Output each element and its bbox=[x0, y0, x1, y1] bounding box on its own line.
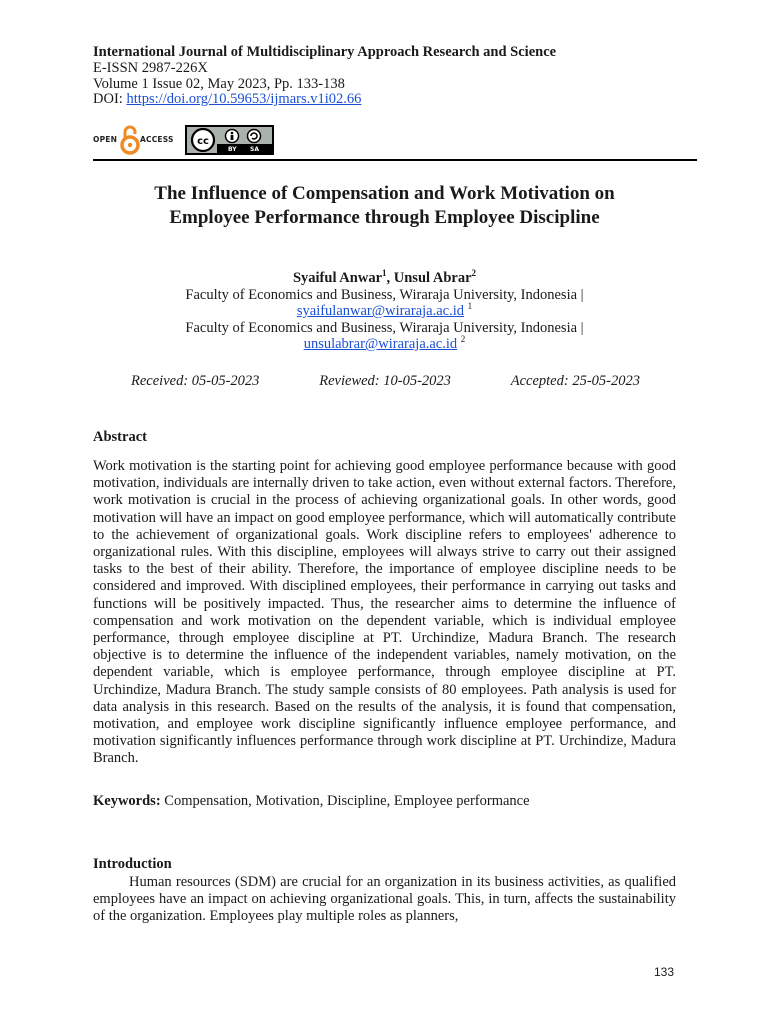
author-names bbox=[93, 270, 676, 287]
cc-sa-label: SA bbox=[250, 146, 259, 153]
abstract-heading: Abstract bbox=[93, 429, 147, 445]
keywords-text: Compensation, Motivation, Discipline, Employee performance bbox=[160, 793, 530, 809]
affiliation-1: Faculty of Economics and Business, Wiraraja University, Indonesia | bbox=[185, 286, 584, 303]
received-date: Received: 05-05-2023 bbox=[131, 373, 260, 389]
author-separator: , bbox=[386, 270, 394, 286]
introduction-heading: Introduction bbox=[93, 856, 172, 872]
abstract-text: Work motivation is the starting point for achieving good employee performance because with good motivation, individuals are internally driven to take action, even without external factors. Therefore, work motivation is crucial in the process of achieving organizational goals. In other words, good motivation will have an impact on good employee performance, which will automatically contribute to the achievement of organizational goals. Work discipline refers to employees' adherence to organizational rules. With this discipline, employees will always strive to carry out their assigned tasks to the best of their ability. Therefore, the importance of employee discipline needs to be considered and improved. With disciplined employees, their performance in carrying out tasks and functions will be positively impacted. Thus, the researcher aims to determine the influence of compensation and work motivation on the dependent variable, which is individual employee performance, through employee discipline at PT. Urchindize, Madura Branch. The research objective is to determine the influence of the independent variables, namely motivation, on the dependent variable, which is employee performance, through employee discipline at PT. Urchindize, Madura Branch. The study sample consists of 80 employees. Path analysis is used for data analysis in this research. Based on the results of the analysis, it is found that compensation, motivation, and employee work discipline significantly influence employee performance, and motivation significantly influences performance through work discipline at PT. Urchindize, Madura Branch. bbox=[93, 458, 676, 767]
doi-link[interactable]: https://doi.org/10.59653/ijmars.v1i02.66 bbox=[126, 91, 362, 107]
svg-text:cc: cc bbox=[197, 136, 209, 147]
doi-line bbox=[93, 92, 693, 108]
email-1-sup: 1 bbox=[467, 301, 473, 312]
journal-name: International Journal of Multidisciplinary Approach Research and Science bbox=[93, 44, 557, 60]
accepted-date: Accepted: 25-05-2023 bbox=[510, 373, 640, 389]
open-access-text-open: OPEN bbox=[93, 135, 118, 144]
email-2-sup: 2 bbox=[460, 334, 466, 345]
email-2-link[interactable]: unsulabrar@wiraraja.ac.id bbox=[303, 336, 458, 352]
cc-by-label: BY bbox=[228, 146, 237, 153]
email-line-1 bbox=[93, 303, 676, 320]
author-2-sup: 2 bbox=[471, 268, 477, 279]
submission-dates bbox=[93, 373, 676, 390]
email-1-link[interactable]: syaifulanwar@wiraraja.ac.id bbox=[296, 303, 464, 319]
email-line-2 bbox=[93, 336, 676, 353]
volume-info: Volume 1 Issue 02, May 2023, Pp. 133-138 bbox=[93, 75, 345, 92]
title-line-1: The Influence of Compensation and Work Motivation on bbox=[154, 183, 615, 204]
affiliation-2: Faculty of Economics and Business, Wiraraja University, Indonesia | bbox=[185, 319, 584, 336]
author-1-sup: 1 bbox=[382, 268, 387, 279]
keywords bbox=[93, 793, 676, 810]
open-access-logo[interactable] bbox=[93, 124, 175, 156]
authors-block bbox=[93, 270, 676, 353]
header-rule bbox=[93, 159, 697, 161]
journal-header bbox=[93, 44, 693, 108]
open-access-text-access: ACCESS bbox=[140, 135, 174, 144]
issn: E-ISSN 2987-226X bbox=[93, 60, 208, 76]
license-badges bbox=[93, 124, 293, 156]
cc-by-sa-badge[interactable] bbox=[185, 125, 274, 155]
doi-label: DOI: bbox=[93, 91, 127, 107]
page-number: 133 bbox=[654, 965, 675, 979]
introduction-text: Human resources (SDM) are crucial for an organization in its business activities, as qualified employees have an impact on achieving organizational goals. This, in turn, affects the sustainability of the organization. Employees play multiple roles as planners, bbox=[93, 874, 676, 925]
title-line-2: Employee Performance through Employee Discipline bbox=[169, 207, 600, 228]
keywords-label: Keywords: bbox=[93, 793, 161, 809]
open-lock-icon bbox=[119, 124, 141, 156]
paper-title bbox=[93, 182, 676, 230]
reviewed-date: Reviewed: 10-05-2023 bbox=[319, 373, 451, 389]
author-2: Unsul Abrar bbox=[393, 270, 472, 286]
author-1: Syaiful Anwar bbox=[292, 270, 383, 286]
